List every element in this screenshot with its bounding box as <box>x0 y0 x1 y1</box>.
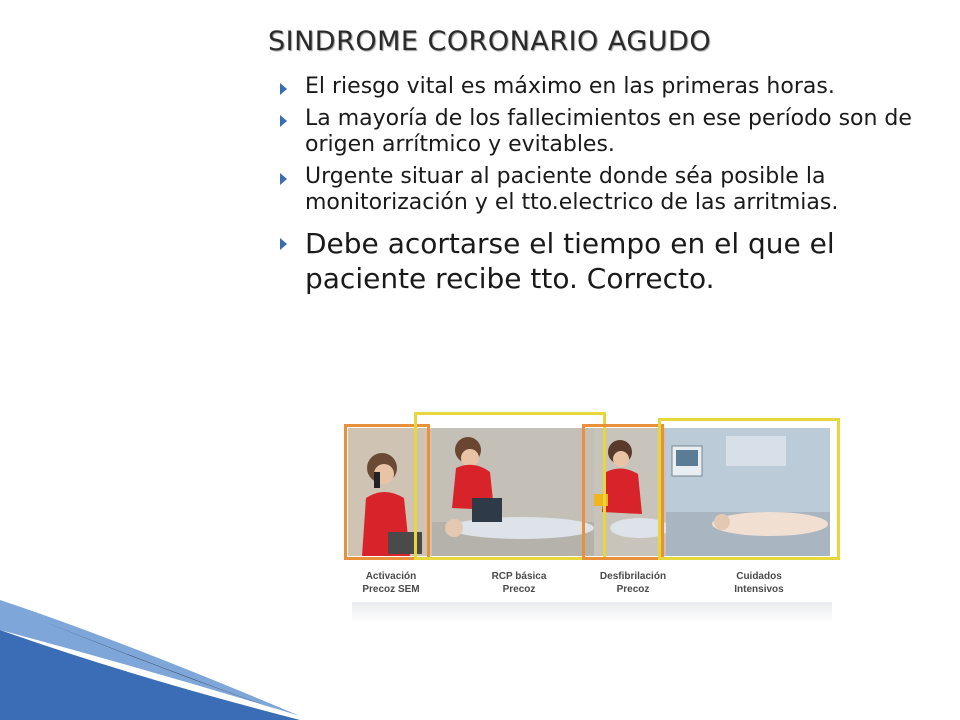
chain-of-survival-figure <box>342 406 842 624</box>
bullet-text: Urgente situar al paciente donde séa posible la monitorización y el tto.electrico de las arritmias. <box>305 163 839 215</box>
frame-desfibrilacion <box>582 424 664 560</box>
bullet-text: Debe acortarse el tiempo en el que el paciente recibe tto. Correcto. <box>305 226 835 295</box>
frame-rcp <box>414 412 606 560</box>
caption-rcp: RCP básica Precoz <box>491 571 547 595</box>
bullet-item <box>276 106 946 158</box>
bullet-item <box>276 164 946 216</box>
caption-cuidados: Cuidados Intensivos <box>734 571 784 595</box>
arrow-bullet-icon <box>280 173 287 185</box>
bullet-text: La mayoría de los fallecimientos en ese período son de origen arrítmico y evitables. <box>305 105 912 157</box>
arrow-bullet-icon <box>280 83 287 95</box>
frame-cuidados <box>658 418 840 560</box>
decorative-swoosh <box>0 600 300 720</box>
arrow-bullet-icon <box>280 238 287 250</box>
slide-title: SINDROME CORONARIO AGUDO <box>268 26 712 57</box>
bullet-text: El riesgo vital es máximo en las primeras horas. <box>305 74 835 99</box>
arrow-bullet-icon <box>280 115 287 127</box>
caption-activation: Activación Precoz SEM <box>362 571 420 595</box>
bullet-item <box>276 74 946 100</box>
strip-reflection <box>352 602 832 624</box>
bullet-item-emphasis <box>276 226 946 296</box>
caption-desfibrilacion: Desfibrilación Precoz <box>599 571 667 595</box>
bullet-list <box>276 74 946 302</box>
